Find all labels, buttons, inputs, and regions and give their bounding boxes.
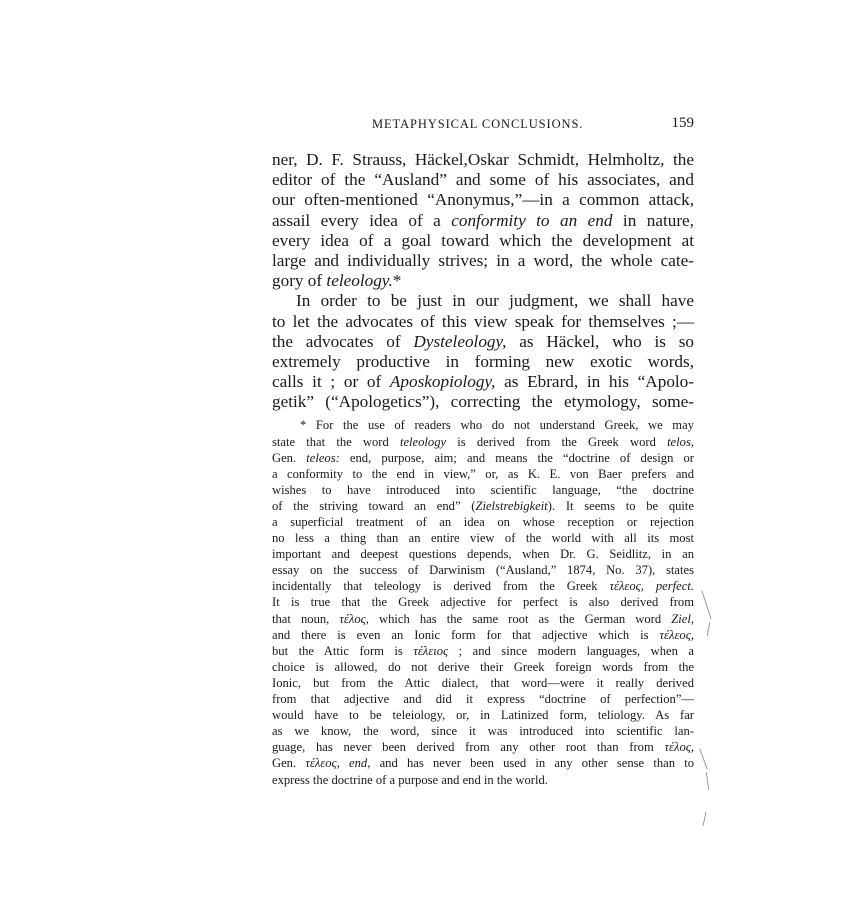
- footnote-line: from that adjective and did it express “doctrine of perfection”—: [272, 692, 694, 707]
- footnote-line: * For the use of readers who do not understand Greek, we may: [300, 418, 694, 433]
- text-line: ner, D. F. Strauss, Häckel,Oskar Schmidt, Helmholtz, the: [272, 150, 694, 169]
- footnote-line: choice is allowed, do not derive their Greek foreign words from the: [272, 659, 694, 674]
- italic-term: teleos:: [306, 450, 340, 465]
- text-run: in nature,: [612, 210, 694, 230]
- text-run: [644, 579, 656, 593]
- text-line: [272, 372, 694, 392]
- greek-word: τέλος,: [339, 611, 369, 626]
- footnote-line: wishes to have introduced into scientific language, “the doctrine: [272, 482, 694, 497]
- text-run: and has never been used in any other sense than to: [370, 756, 695, 771]
- text-line: getik” (“Apologetics”), correcting the etymology, some-: [272, 392, 694, 412]
- text-run: which has the same root as the German word: [368, 611, 672, 626]
- footnote-marker: *: [392, 271, 402, 291]
- scan-margin-mark: [701, 591, 711, 620]
- greek-word: τέλεος,: [609, 579, 644, 594]
- footnote-line: important and deepest questions depends, when Dr. G. Seidlitz, in an: [272, 547, 694, 562]
- text-line: every idea of a goal toward which the development at: [272, 230, 694, 250]
- text-line: [272, 271, 694, 291]
- footnote-line: Ionic, but from the Attic dialect, that word—were it really derived: [272, 675, 694, 690]
- footnote-line: a conformity to the end in view,” or, as K. E. von Baer prefers and: [272, 466, 694, 481]
- text-run: guage, has never been derived from any other root than from: [272, 740, 665, 755]
- text-run: that noun,: [272, 611, 340, 626]
- text-run: Gen.: [272, 450, 307, 465]
- italic-term: teleology.: [326, 271, 393, 291]
- italic-term: telos,: [667, 434, 694, 449]
- text-run: gory of: [272, 271, 327, 291]
- footnote-line: [272, 643, 694, 659]
- text-run: ; and since modern languages, when a: [448, 643, 694, 658]
- text-run: the advocates of: [272, 331, 414, 351]
- text-run: is derived from the Greek word: [446, 434, 668, 449]
- text-run: state that the word: [272, 434, 400, 449]
- text-line: [272, 211, 694, 231]
- text-run: ). It seems to be quite: [547, 498, 695, 513]
- italic-term: Aposkopiology,: [389, 372, 496, 392]
- footnote-line: express the doctrine of a purpose and end in the world.: [272, 772, 548, 787]
- text-run: as Ebrard, in his “Apolo-: [495, 372, 694, 392]
- italic-term: Zielstrebigkeit: [475, 498, 548, 513]
- greek-word: τέλος,: [664, 740, 694, 755]
- text-line: editor of the “Ausland” and some of his associates, and: [272, 170, 694, 190]
- footnote-line: a superficial treatment of an idea on whose reception or rejection: [272, 515, 694, 529]
- scan-margin-mark: [703, 812, 707, 826]
- text-run: [340, 756, 349, 770]
- text-run: incidentally that teleology is derived from the Greek: [272, 579, 610, 594]
- footnote-line: no less a thing than an entire view of the world with all its most: [272, 531, 694, 546]
- text-run: calls it ; or of: [272, 372, 390, 392]
- text-line: to let the advocates of this view speak for themselves ;—: [272, 311, 694, 331]
- text-line: extremely productive in forming new exotic words,: [272, 351, 694, 371]
- footnote-line: essay on the success of Darwinism (“Ausland,” 1874, No. 37), states: [272, 563, 694, 578]
- text-run: Gen.: [272, 756, 306, 771]
- scan-margin-mark: [707, 622, 710, 636]
- page-number: 159: [671, 115, 694, 131]
- italic-term: perfect.: [655, 579, 694, 594]
- footnote-line: would have to be teleiology, or, in Latinized form, teliology. As far: [272, 708, 694, 723]
- greek-word: τέλεος,: [305, 756, 340, 771]
- footnote-line: as we know, the word, since it was introduced into scientific lan-: [272, 724, 694, 739]
- text-run: and there is even an Ionic form for that adjective which is: [272, 627, 660, 642]
- text-run: end, purpose, aim; and means the “doctrine of design or: [339, 450, 694, 465]
- italic-term: Ziel,: [671, 611, 694, 626]
- greek-word: τέλεος,: [659, 627, 694, 642]
- footnote-line: [272, 434, 694, 450]
- greek-word: τέλειος: [413, 643, 449, 658]
- footnote-line: [272, 578, 694, 594]
- italic-term: end,: [349, 756, 371, 771]
- footnote-line: It is true that the Greek adjective for perfect is also derived from: [272, 595, 694, 610]
- footnote-line: [272, 498, 694, 514]
- text-run: of the striving toward an end” (: [272, 498, 476, 513]
- running-head: [272, 117, 694, 135]
- footnote-line: [272, 450, 694, 466]
- footnote: [272, 417, 694, 787]
- text-line: [272, 332, 694, 352]
- footnote-line: [272, 611, 694, 627]
- text-run: as Häckel, who is so: [506, 331, 694, 351]
- text-run: assail every idea of a: [272, 210, 452, 230]
- italic-term: conformity to an end: [451, 210, 613, 230]
- italic-term: Dysteleology,: [413, 331, 507, 351]
- scan-margin-mark: [706, 772, 709, 790]
- text-line: large and individually strives; in a word, the whole cate-: [272, 250, 694, 270]
- footnote-line: [272, 755, 694, 771]
- text-line: our often-mentioned “Anonymus,”—in a common attack,: [272, 190, 694, 210]
- running-title: METAPHYSICAL CONCLUSIONS.: [372, 117, 584, 131]
- body-text: [272, 150, 694, 788]
- text-run: but the Attic form is: [272, 643, 414, 658]
- main-text: [272, 150, 694, 412]
- paragraph-start-line: In order to be just in our judgment, we shall have: [296, 291, 694, 311]
- scan-margin-mark: [699, 748, 707, 769]
- footnote-line: [272, 627, 694, 643]
- footnote-line: [272, 739, 694, 755]
- italic-term: teleology: [399, 434, 447, 449]
